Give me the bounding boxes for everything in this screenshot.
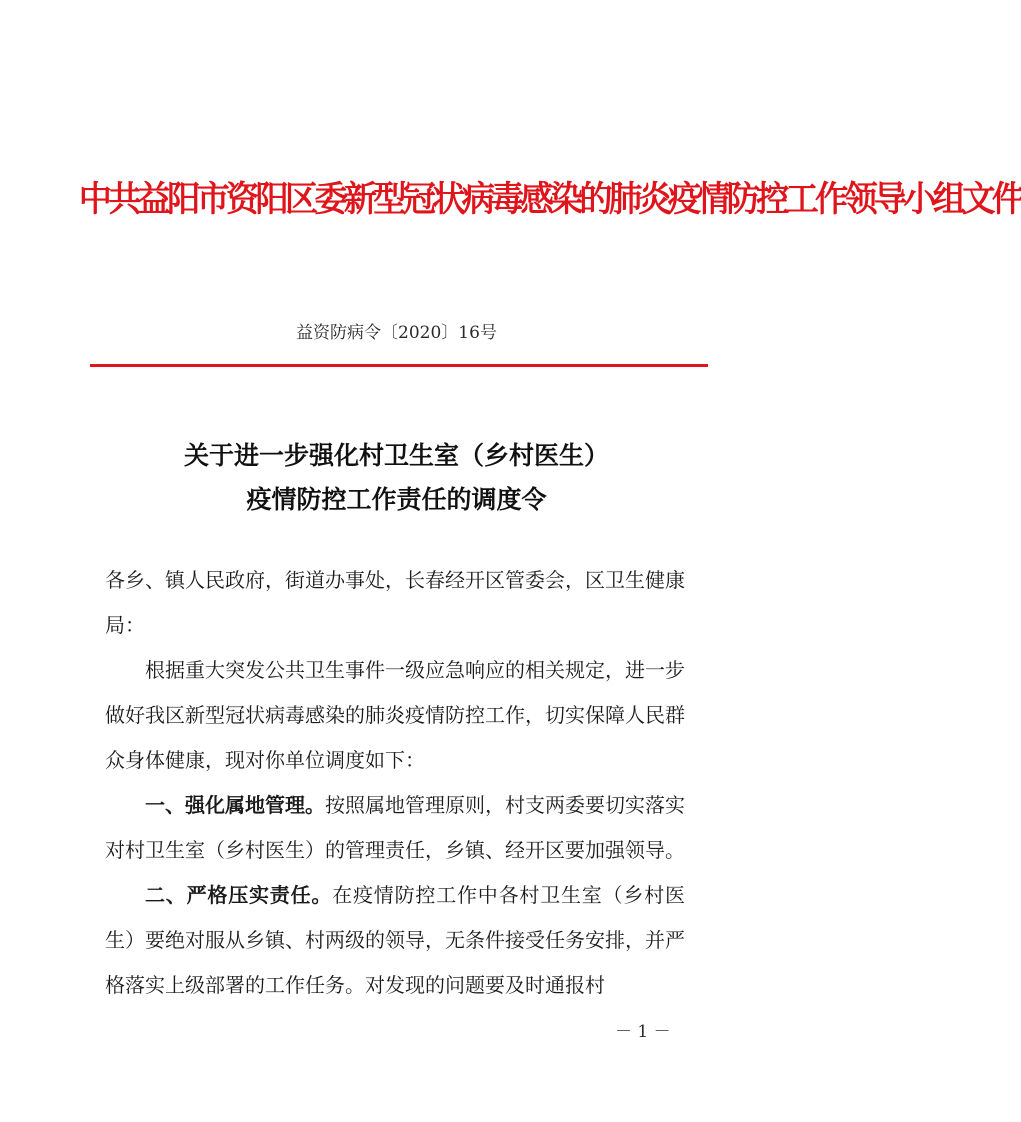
recipients-paragraph: 各乡、镇人民政府，街道办事处，长春经开区管委会，区卫生健康局： — [105, 568, 685, 637]
page-number: － 1 － — [615, 1022, 671, 1042]
document-title-line-1: 关于进一步强化村卫生室（乡村医生） — [183, 441, 609, 470]
intro-paragraph: 根据重大突发公共卫生事件一级应急响应的相关规定，进一步做好我区新型冠状病毒感染的肺炎疫情防控工作，切实保障人民群众身体健康，现对你单位调度如下： — [105, 658, 685, 772]
item-1-heading: 一、强化属地管理。 — [145, 793, 325, 817]
document-title-line-2: 疫情防控工作责任的调度令 — [246, 485, 547, 514]
red-divider-line — [90, 364, 708, 367]
issuer-header: 中共益阳市资阳区委新型冠状病毒感染的肺炎疫情防控工作领导小组文件 — [78, 180, 1021, 220]
item-2-text: 在疫情防控工作中各村卫生室（乡村医生）要绝对服从乡镇、村两级的领导，无条件接受任务安排，并严格落实上级部署的工作任务。对发现的问题要及时通报村 — [105, 883, 686, 997]
item-1-text: 按照属地管理原则，村支两委要切实落实对村卫生室（乡村医生）的管理责任，乡镇、经开区要加强领导。 — [105, 793, 685, 862]
document-number: 益资防病令〔2020〕16号 — [296, 323, 497, 343]
item-1-paragraph — [105, 783, 685, 873]
document-body — [105, 558, 685, 1008]
item-2-heading: 二、严格压实责任。 — [145, 883, 333, 907]
item-2-paragraph — [105, 873, 685, 1008]
